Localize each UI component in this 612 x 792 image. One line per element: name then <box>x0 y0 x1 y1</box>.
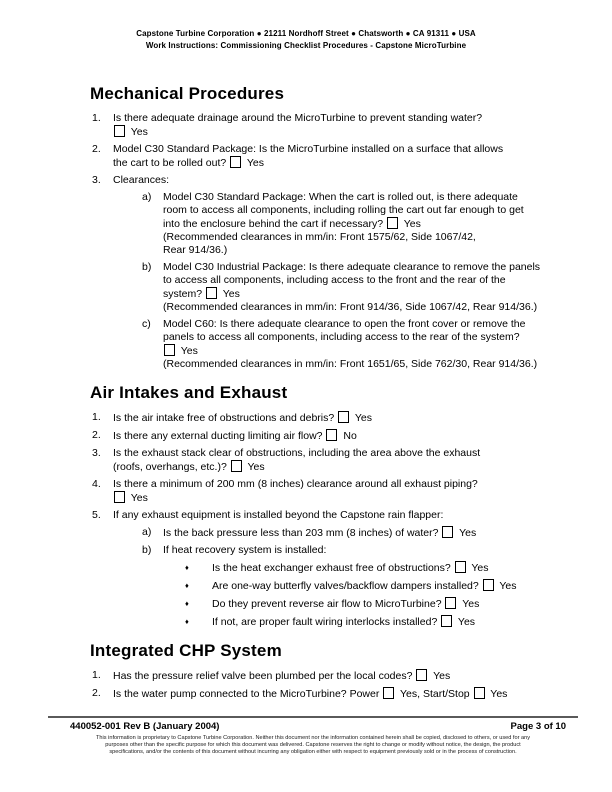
item-text <box>163 261 557 314</box>
item-line: the cart to be rolled out? Yes <box>113 157 265 169</box>
item-line: Is the back pressure less than 203 mm (8 inches) of water? Yes <box>163 527 477 539</box>
checkbox[interactable] <box>441 615 452 627</box>
item-line: Is the exhaust stack clear of obstructions, including the area above the exhaust <box>113 447 481 459</box>
checklist-item <box>90 429 557 443</box>
item-line: Is there any external ducting limiting air flow? No <box>113 430 357 442</box>
header-doc-title: Work Instructions: Commissioning Checklist Procedures - Capstone MicroTurbine <box>145 40 467 50</box>
checklist-item <box>90 411 557 425</box>
bullet-diamond-icon: ♦ <box>185 563 189 572</box>
checklist-item <box>90 615 557 629</box>
checkbox[interactable] <box>114 125 125 137</box>
bullet-diamond-icon: ♦ <box>185 599 189 608</box>
section-title: Integrated CHP System <box>90 641 282 660</box>
item-line: Model C30 Standard Package: When the cart is rolled out, is there adequate <box>163 191 518 203</box>
item-line: Has the pressure relief valve been plumbed per the local codes? Yes <box>113 670 451 682</box>
checklist-item <box>90 544 557 557</box>
item-text <box>113 669 557 683</box>
item-text <box>113 509 557 522</box>
item-line: into the enclosure behind the cart if necessary? Yes <box>163 218 421 230</box>
footer-legal-line-3: specifications, and/or the contents of this document without incurring any obligation either with respect to equipment previously sold or in the process of construction. <box>109 749 517 755</box>
item-line: Is there a minimum of 200 mm (8 inches) clearance around all exhaust piping? <box>113 478 478 490</box>
item-line: Clearances: <box>113 174 170 186</box>
list-marker: 1. <box>92 411 101 423</box>
item-line: Model C30 Standard Package: Is the MicroTurbine installed on a surface that allows <box>113 143 504 155</box>
checklist-item <box>90 561 557 575</box>
list-marker: 5. <box>92 509 101 521</box>
list-marker: 1. <box>92 112 101 124</box>
bullet-diamond-icon: ♦ <box>185 581 189 590</box>
checkbox[interactable] <box>114 491 125 503</box>
item-line: Do they prevent reverse air flow to MicroTurbine? Yes <box>212 598 480 610</box>
item-line: Is there adequate drainage around the MicroTurbine to prevent standing water? <box>113 112 483 124</box>
item-text <box>212 579 557 593</box>
checkbox[interactable] <box>338 411 349 423</box>
item-text <box>113 478 557 505</box>
list-marker: a) <box>142 191 152 203</box>
item-text <box>163 318 557 371</box>
checklist-item <box>90 687 557 701</box>
footer-legal-line-1: This information is proprietary to Capstone Turbine Corporation. Neither this document nor the information contained herein shall be copied, disclosed to others, or used for any <box>95 735 531 741</box>
item-line: (roofs, overhangs, etc.)? Yes <box>113 461 265 473</box>
checklist-item <box>90 143 557 170</box>
item-line: (Recommended clearances in mm/in: Front 914/36, Side 1067/42, Rear 914/36.) <box>163 301 538 313</box>
item-line: system? Yes <box>163 288 240 300</box>
list-marker: 3. <box>92 174 101 186</box>
footer-page-number: Page 3 of 10 <box>510 721 566 732</box>
checklist-item <box>90 509 557 522</box>
checklist-item <box>90 174 557 187</box>
list-marker: 2. <box>92 143 101 155</box>
item-text <box>163 526 557 540</box>
checklist-item <box>90 261 557 314</box>
item-text <box>212 597 557 611</box>
checklist-content <box>90 84 557 701</box>
list-marker: 3. <box>92 447 101 459</box>
checklist-item <box>90 191 557 257</box>
checklist-item <box>90 447 557 474</box>
item-line: room to access all components, including rolling the cart out far enough to get <box>163 204 524 216</box>
item-line: Are one-way butterfly valves/backflow dampers installed? Yes <box>212 580 517 592</box>
checkbox[interactable] <box>230 156 241 168</box>
checklist-item <box>90 669 557 683</box>
document-footer <box>48 716 578 756</box>
item-line: Rear 914/36.) <box>163 244 228 256</box>
item-text <box>163 544 557 557</box>
section-title: Mechanical Procedures <box>90 84 285 103</box>
item-line: If any exhaust equipment is installed beyond the Capstone rain flapper: <box>113 509 444 521</box>
list-marker: c) <box>142 318 151 330</box>
checkbox[interactable] <box>231 460 242 472</box>
item-line: Is the water pump connected to the MicroTurbine? Power Yes, Start/Stop Yes <box>113 688 508 700</box>
list-marker: b) <box>142 544 152 556</box>
checkbox[interactable] <box>474 687 485 699</box>
item-text <box>113 687 557 701</box>
item-text <box>113 112 557 139</box>
checkbox[interactable] <box>445 597 456 609</box>
item-line: to access all components, including access to the front and the rear of the <box>163 274 506 286</box>
section-title: Air Intakes and Exhaust <box>90 383 288 402</box>
checkbox[interactable] <box>387 217 398 229</box>
item-line: Is the heat exchanger exhaust free of obstructions? Yes <box>212 562 489 574</box>
item-line: Yes <box>113 491 557 505</box>
checkbox[interactable] <box>442 526 453 538</box>
item-line: If not, are proper fault wiring interlocks installed? Yes <box>212 616 476 628</box>
item-line: If heat recovery system is installed: <box>163 544 327 556</box>
checkbox[interactable] <box>455 561 466 573</box>
checklist-item <box>90 318 557 371</box>
item-text <box>113 411 557 425</box>
header-company-address: Capstone Turbine Corporation ● 21211 Nordhoff Street ● Chatsworth ● CA 91311 ● USA <box>136 29 476 38</box>
checkbox[interactable] <box>416 669 427 681</box>
checkbox[interactable] <box>383 687 394 699</box>
item-text <box>113 143 557 170</box>
item-line: Yes <box>163 344 557 358</box>
document-header <box>0 0 612 51</box>
list-marker: 2. <box>92 687 101 699</box>
list-marker: b) <box>142 261 152 273</box>
item-text <box>212 615 557 629</box>
checklist-item <box>90 597 557 611</box>
checklist-item <box>90 478 557 505</box>
item-text <box>113 447 557 474</box>
item-line: Model C30 Industrial Package: Is there adequate clearance to remove the panels <box>163 261 541 273</box>
checkbox[interactable] <box>326 429 337 441</box>
checklist-item <box>90 112 557 139</box>
bullet-diamond-icon: ♦ <box>185 617 189 626</box>
footer-info-row <box>48 718 578 732</box>
item-line: Yes <box>113 125 557 139</box>
item-text <box>212 561 557 575</box>
footer-legal-line-2: purposes other than the specific purpose for which this document was delivered. Capstone reserves the right to change or modify without notice, the design, the product <box>105 742 521 748</box>
item-text <box>113 174 557 187</box>
item-text <box>163 191 557 257</box>
item-line: (Recommended clearances in mm/in: Front 1651/65, Side 762/30, Rear 914/36.) <box>163 358 538 370</box>
list-marker: 2. <box>92 429 101 441</box>
list-marker: 4. <box>92 478 101 490</box>
footer-legal-text <box>48 735 578 756</box>
item-line: Is the air intake free of obstructions and debris? Yes <box>113 412 372 424</box>
list-marker: a) <box>142 526 152 538</box>
item-line: (Recommended clearances in mm/in: Front 1575/62, Side 1067/42, <box>163 231 476 243</box>
item-line: Model C60: Is there adequate clearance to open the front cover or remove the <box>163 318 526 330</box>
item-text <box>113 429 557 443</box>
checklist-item <box>90 526 557 540</box>
checkbox[interactable] <box>483 579 494 591</box>
list-marker: 1. <box>92 669 101 681</box>
checkbox[interactable] <box>164 344 175 356</box>
checklist-item <box>90 579 557 593</box>
footer-doc-number: 440052-001 Rev B (January 2004) <box>70 721 220 732</box>
item-line: panels to access all components, including access to the rear of the system? <box>163 331 520 343</box>
checkbox[interactable] <box>206 287 217 299</box>
